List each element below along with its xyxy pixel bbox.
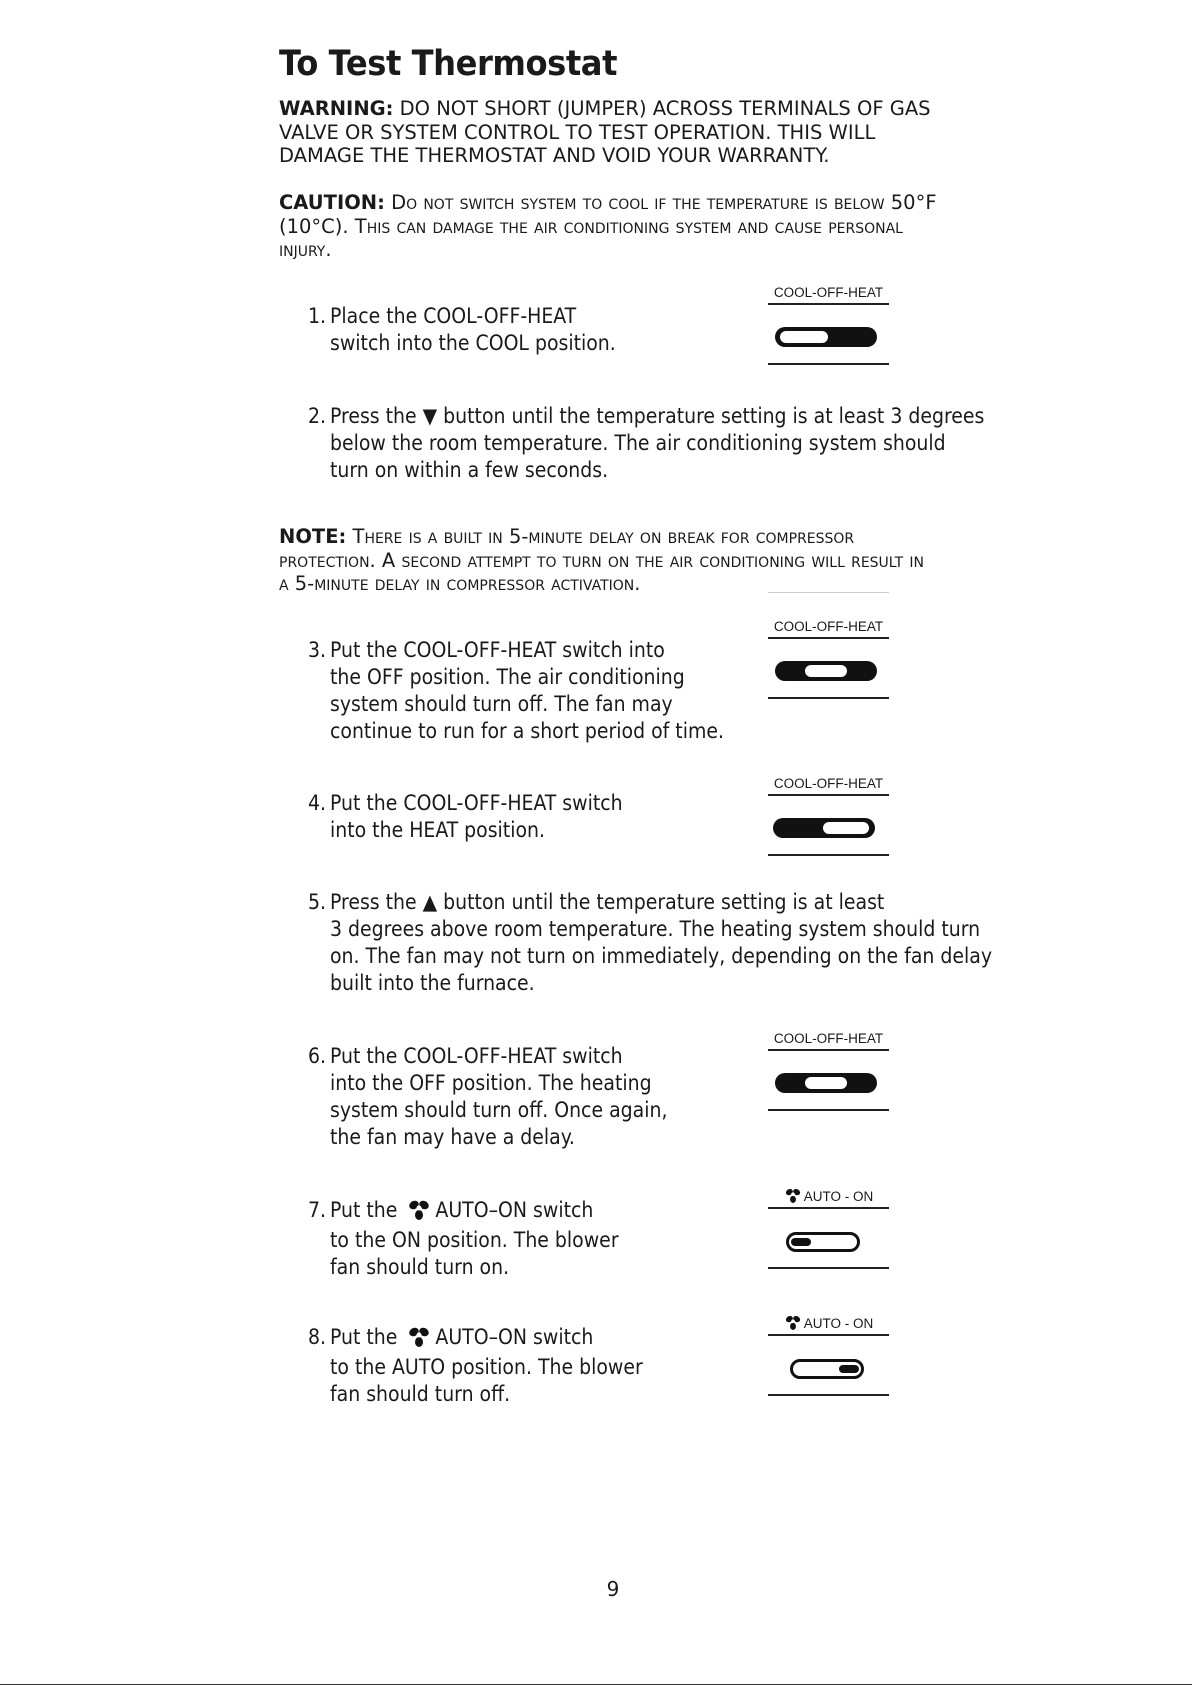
warning-label: WARNING: bbox=[279, 97, 394, 120]
toggle-heat bbox=[773, 818, 875, 838]
step-text: Put the COOL-OFF-HEAT switch bbox=[330, 1044, 623, 1068]
cool-off-heat-switch-cool bbox=[768, 284, 889, 305]
step-number: 6. bbox=[308, 1044, 327, 1068]
toggle-knob bbox=[780, 331, 828, 343]
switch-label: COOL-OFF-HEAT bbox=[768, 1030, 889, 1051]
note-paragraph bbox=[279, 525, 939, 596]
step-4 bbox=[308, 790, 623, 844]
note-label: NOTE: bbox=[279, 525, 347, 548]
fan-icon bbox=[784, 1187, 802, 1206]
divider bbox=[768, 592, 889, 593]
step-text: AUTO–ON switch bbox=[435, 1198, 594, 1222]
caution-text: Do not switch system to cool if the temperature is below 50°F (10°C). This can damage the air conditioning system and cause personal injury. bbox=[279, 191, 937, 261]
switch-label: COOL-OFF-HEAT bbox=[768, 775, 889, 796]
step-text: to the ON position. The blower bbox=[330, 1228, 619, 1252]
step-text: Press the ▲ button until the temperature setting is at least bbox=[330, 890, 885, 914]
toggle-auto bbox=[790, 1359, 864, 1379]
step-text: the OFF position. The air conditioning bbox=[330, 665, 685, 689]
switch-label-text: AUTO - ON bbox=[803, 1316, 874, 1331]
step-text: the fan may have a delay. bbox=[330, 1125, 575, 1149]
step-text: system should turn off. The fan may bbox=[330, 692, 673, 716]
toggle-on bbox=[786, 1232, 860, 1252]
step-text: to the AUTO position. The blower bbox=[330, 1355, 643, 1379]
step-text: below the room temperature. The air conditioning system should bbox=[330, 431, 946, 455]
step-7 bbox=[308, 1197, 619, 1281]
page-number: 9 bbox=[606, 1577, 620, 1601]
step-text: switch into the COOL position. bbox=[330, 331, 616, 355]
step-text: AUTO–ON switch bbox=[435, 1325, 594, 1349]
step-text: Put the COOL-OFF-HEAT switch into bbox=[330, 638, 665, 662]
warning-paragraph bbox=[279, 97, 959, 168]
step-text: Put the COOL-OFF-HEAT switch bbox=[330, 791, 623, 815]
step-5 bbox=[308, 889, 992, 997]
warning-text: DO NOT SHORT (JUMPER) ACROSS TERMINALS OF GAS VALVE OR SYSTEM CONTROL TO TEST OPERATION. THIS WILL DAMAGE THE THERMOSTAT AND VOID YOUR WARRANTY. bbox=[279, 97, 931, 167]
step-text: 3 degrees above room temperature. The heating system should turn bbox=[330, 917, 981, 941]
step-number: 8. bbox=[308, 1325, 327, 1349]
step-number: 1. bbox=[308, 304, 327, 328]
note-text: There is a built in 5-minute delay on break for compressor protection. A second attempt to turn on the air conditioning will result in a 5-minute delay in compressor activation. bbox=[279, 525, 925, 595]
step-number: 4. bbox=[308, 791, 327, 815]
cool-off-heat-switch-heat bbox=[768, 775, 889, 796]
step-text: on. The fan may not turn on immediately, depending on the fan delay bbox=[330, 944, 993, 968]
auto-on-switch-on bbox=[768, 1188, 889, 1209]
fan-icon bbox=[784, 1314, 802, 1333]
step-6 bbox=[308, 1043, 667, 1151]
switch-label bbox=[768, 1188, 889, 1209]
fan-icon bbox=[407, 1198, 431, 1227]
toggle-knob bbox=[791, 1238, 811, 1246]
toggle-knob bbox=[805, 665, 847, 677]
step-8 bbox=[308, 1324, 643, 1408]
switch-label: COOL-OFF-HEAT bbox=[768, 284, 889, 305]
caution-label: CAUTION: bbox=[279, 191, 385, 214]
step-text: into the OFF position. The heating bbox=[330, 1071, 652, 1095]
cool-off-heat-switch-off bbox=[768, 618, 889, 639]
switch-label bbox=[768, 1315, 889, 1336]
step-number: 3. bbox=[308, 638, 327, 662]
toggle-cool bbox=[775, 327, 877, 347]
step-text: Place the COOL-OFF-HEAT bbox=[330, 304, 577, 328]
switch-label: COOL-OFF-HEAT bbox=[768, 618, 889, 639]
step-text: fan should turn off. bbox=[330, 1382, 511, 1406]
step-text: turn on within a few seconds. bbox=[330, 458, 609, 482]
toggle-knob bbox=[839, 1365, 859, 1373]
step-number: 7. bbox=[308, 1198, 327, 1222]
toggle-off bbox=[775, 661, 877, 681]
toggle-off bbox=[775, 1073, 877, 1093]
step-3 bbox=[308, 637, 724, 745]
switch-label-text: AUTO - ON bbox=[803, 1189, 874, 1204]
page-title: To Test Thermostat bbox=[279, 44, 617, 84]
step-text: into the HEAT position. bbox=[330, 818, 545, 842]
toggle-knob bbox=[823, 822, 869, 834]
step-text: Press the ▼ button until the temperature setting is at least 3 degrees bbox=[330, 404, 985, 428]
step-text: Put the bbox=[330, 1325, 398, 1349]
step-text: built into the furnace. bbox=[330, 971, 535, 995]
step-number: 5. bbox=[308, 890, 327, 914]
step-text: Put the bbox=[330, 1198, 398, 1222]
fan-icon bbox=[407, 1325, 431, 1354]
step-number: 2. bbox=[308, 404, 327, 428]
step-text: system should turn off. Once again, bbox=[330, 1098, 668, 1122]
step-1 bbox=[308, 303, 616, 357]
caution-paragraph bbox=[279, 191, 939, 262]
step-text: fan should turn on. bbox=[330, 1255, 510, 1279]
step-text: continue to run for a short period of time. bbox=[330, 719, 724, 743]
auto-on-switch-auto bbox=[768, 1315, 889, 1336]
step-2 bbox=[308, 403, 984, 484]
toggle-knob bbox=[805, 1077, 847, 1089]
cool-off-heat-switch-off-2 bbox=[768, 1030, 889, 1051]
